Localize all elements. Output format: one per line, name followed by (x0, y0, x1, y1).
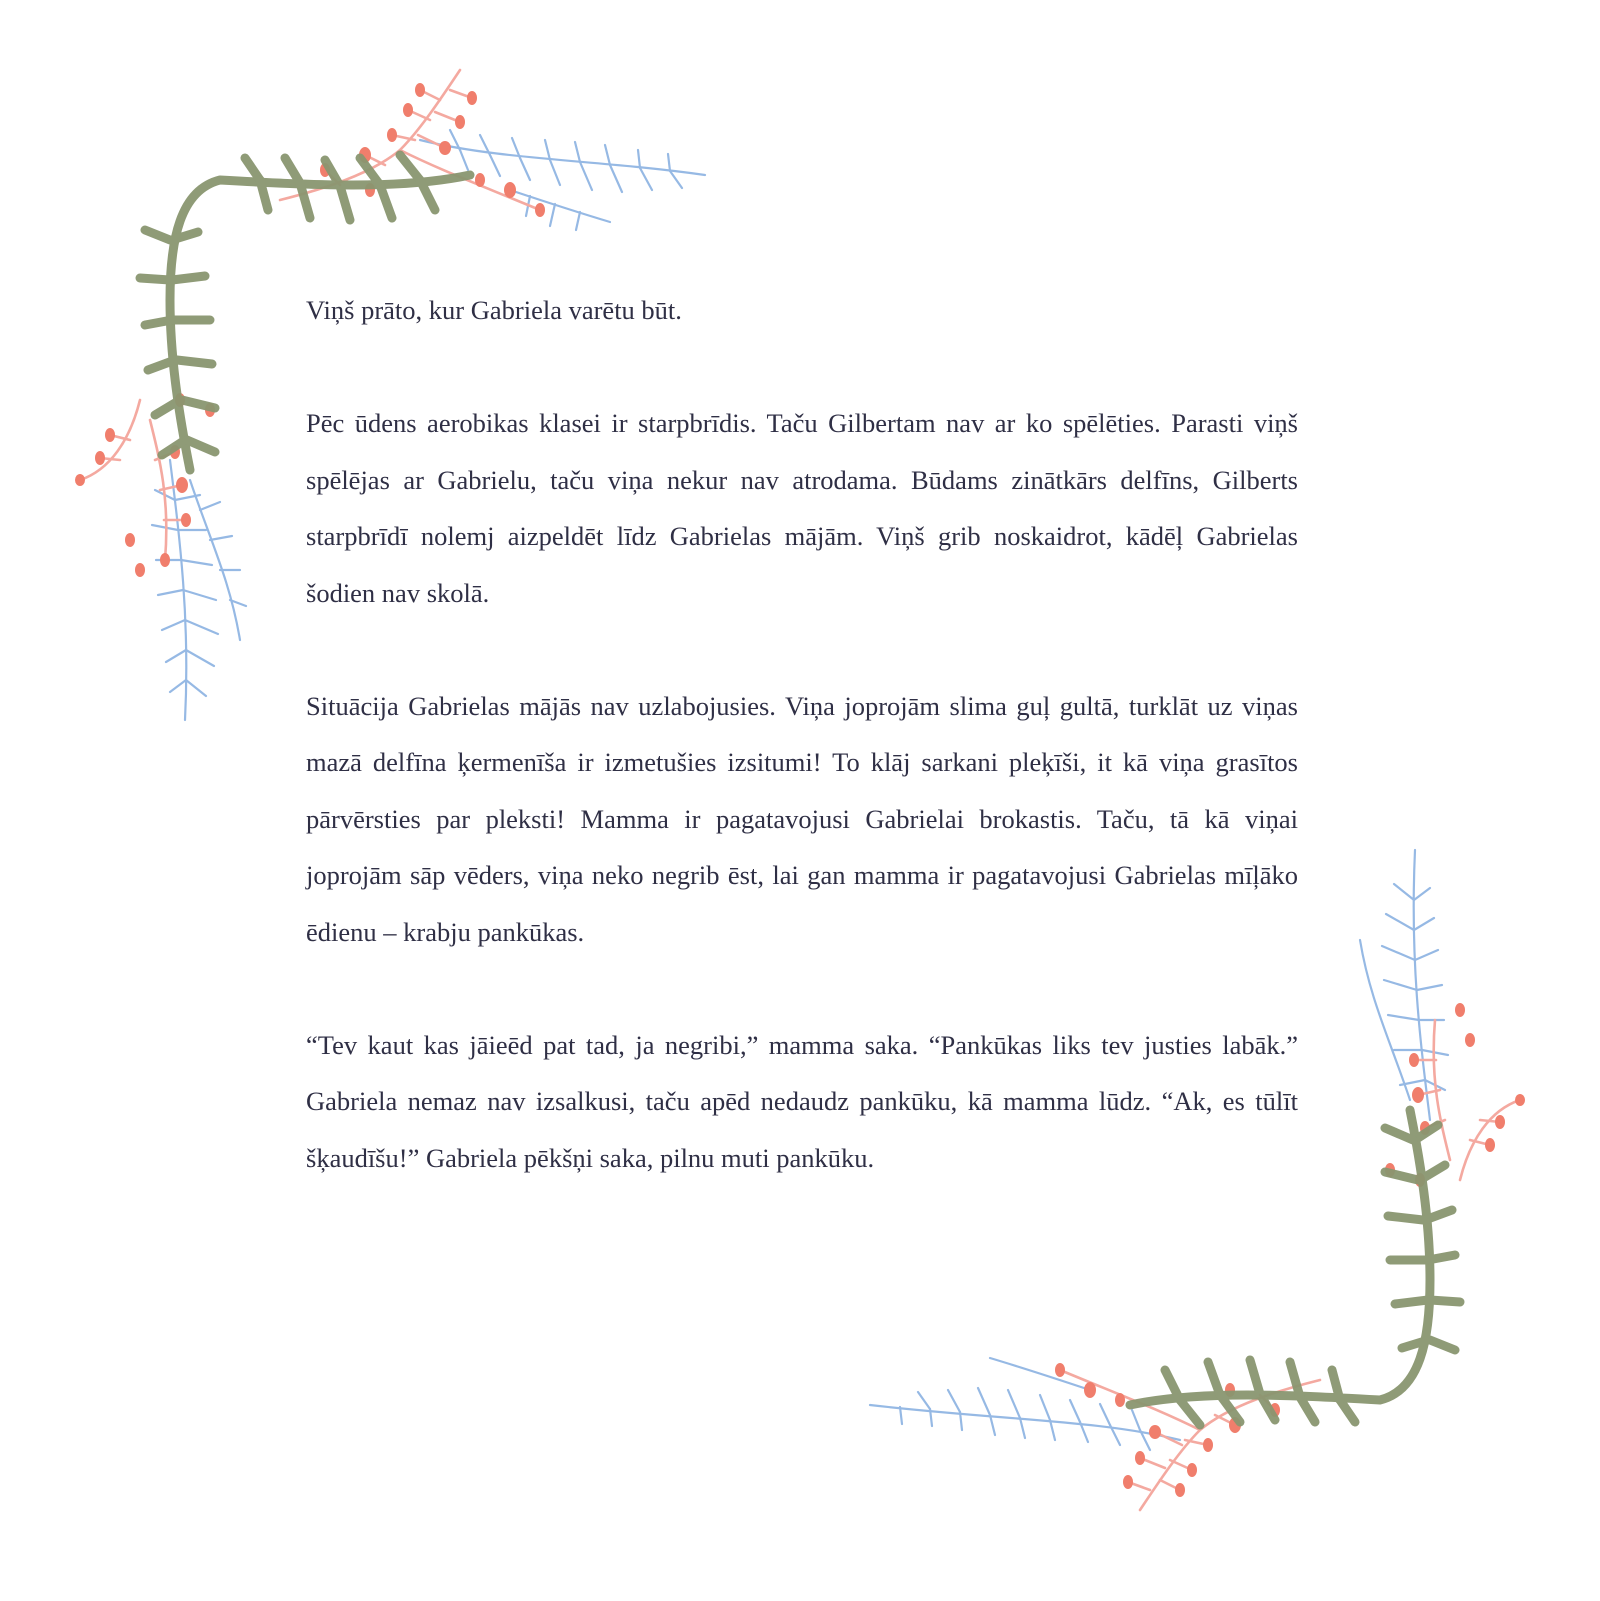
paragraph-4: “Tev kaut kas jāieēd pat tad, ja negribi,” mamma saka. “Pankūkas liks tev justies labāk.” Gabriela nemaz nav izsalkusi, taču apēd nedaudz pankūku, kā mamma lūdz. “Ak, es tūlīt šķaudīšu!” Gabriela pēkšņi saka, pilnu muti pankūku. (306, 1029, 1298, 1173)
story-text (306, 282, 1298, 1186)
paragraph-3: Situācija Gabrielas mājās nav uzlabojusies. Viņa joprojām slima guļ gultā, turklāt uz viņas mazā delfīna ķermenīša ir izmetušies izsitumi! To klāj sarkani pleķīši, it kā viņa grasītos pārvērsties par pleksti! Mamma ir pagatavojusi Gabrielai brokastis. Taču, tā kā viņai joprojām sāp vēders, viņa neko negrib ēst, lai gan mamma ir pagatavojusi Gabrielas mīļāko ēdienu – krabju pankūkas. (306, 690, 1298, 947)
paragraph-1: Viņš prāto, kur Gabriela varētu būt. (306, 295, 682, 325)
paragraph-2: Pēc ūdens aerobikas klasei ir starpbrīdis. Taču Gilbertam nav ar ko spēlēties. Parasti viņš spēlējas ar Gabrielu, taču viņa nekur nav atrodama. Būdams zinātkārs delfīns, Gilberts starpbrīdī nolemj aizpeldēt līdz Gabrielas mājām. Viņš grib noskaidrot, kādēļ Gabrielas šodien nav skolā. (306, 408, 1298, 608)
